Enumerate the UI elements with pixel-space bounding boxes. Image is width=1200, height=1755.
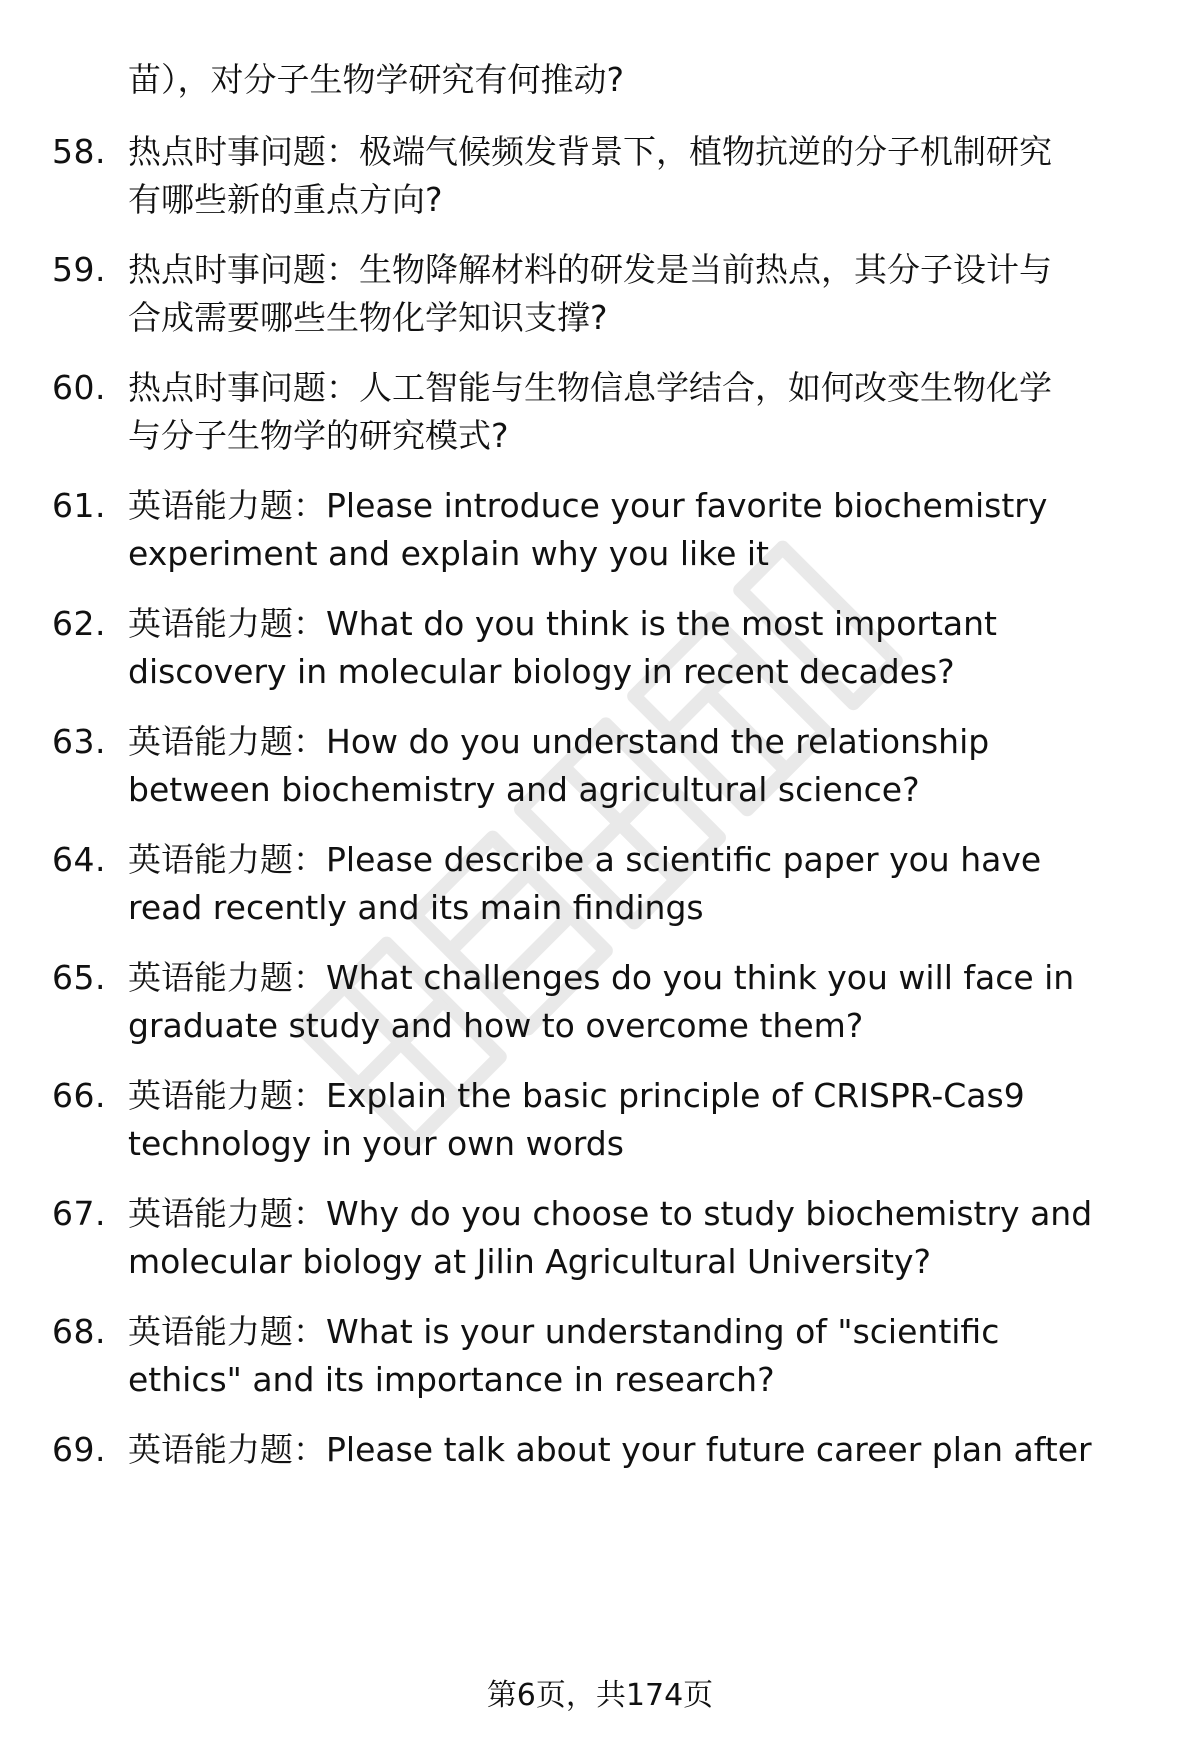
item-number: 63. (52, 722, 106, 761)
item-line: technology in your own words (128, 1124, 624, 1163)
item-text (128, 954, 1143, 1050)
item-line: 英语能力题：Please talk about your future career plan after (128, 1430, 1092, 1469)
item-text (128, 600, 1143, 696)
item-number: 64. (52, 840, 106, 879)
item-line: between biochemistry and agricultural science? (128, 770, 920, 809)
item-number: 61. (52, 486, 106, 525)
item-line: discovery in molecular biology in recent decades? (128, 652, 955, 691)
item-number: 58. (52, 132, 106, 171)
item-text (128, 482, 1143, 578)
item-number: 66. (52, 1076, 106, 1115)
item-number: 65. (52, 958, 106, 997)
item-number: 68. (52, 1312, 106, 1351)
item-line: 英语能力题：Explain the basic principle of CRISPR-Cas9 (128, 1076, 1025, 1115)
item-line: 有哪些新的重点方向? (128, 180, 443, 219)
item-text (128, 1190, 1143, 1286)
item-text (128, 718, 1143, 814)
item-line: 热点时事问题：人工智能与生物信息学结合，如何改变生物化学 (128, 368, 1052, 407)
item-number: 69. (52, 1430, 106, 1469)
item-number: 60. (52, 368, 106, 407)
item-text (128, 1072, 1143, 1168)
item-line: 热点时事问题：生物降解材料的研发是当前热点，其分子设计与 (128, 250, 1052, 289)
item-text (128, 836, 1143, 932)
item-line: molecular biology at Jilin Agricultural University? (128, 1242, 932, 1281)
item-line: 英语能力题：What do you think is the most important (128, 604, 997, 643)
item-line: 热点时事问题：极端气候频发背景下，植物抗逆的分子机制研究 (128, 132, 1052, 171)
item-line: read recently and its main findings (128, 888, 704, 927)
item-line: ethics" and its importance in research? (128, 1360, 775, 1399)
item-line: 英语能力题：What is your understanding of "scientific (128, 1312, 1000, 1351)
item-line: 英语能力题：Please describe a scientific paper you have (128, 840, 1042, 879)
item-number: 62. (52, 604, 106, 643)
item-line: 合成需要哪些生物化学知识支撑? (128, 298, 608, 337)
item-line: 英语能力题：How do you understand the relationship (128, 722, 990, 761)
item-line: graduate study and how to overcome them? (128, 1006, 864, 1045)
item-text (128, 246, 1143, 342)
item-line: 与分子生物学的研究模式? (128, 416, 509, 455)
item-text (128, 1308, 1143, 1404)
item-line: experiment and explain why you like it (128, 534, 769, 573)
item-text (128, 364, 1143, 460)
item-line: 英语能力题：What challenges do you think you will face in (128, 958, 1075, 997)
item-line: 英语能力题：Please introduce your favorite biochemistry (128, 486, 1048, 525)
item-number: 59. (52, 250, 106, 289)
item-line: 英语能力题：Why do you choose to study biochemistry and (128, 1194, 1093, 1233)
page-footer: 第6页，共174页 (486, 1678, 714, 1713)
item-text (128, 1426, 1143, 1474)
continuation-text: 苗），对分子生物学研究有何推动? (128, 60, 625, 99)
item-text (128, 128, 1143, 224)
item-number: 67. (52, 1194, 106, 1233)
